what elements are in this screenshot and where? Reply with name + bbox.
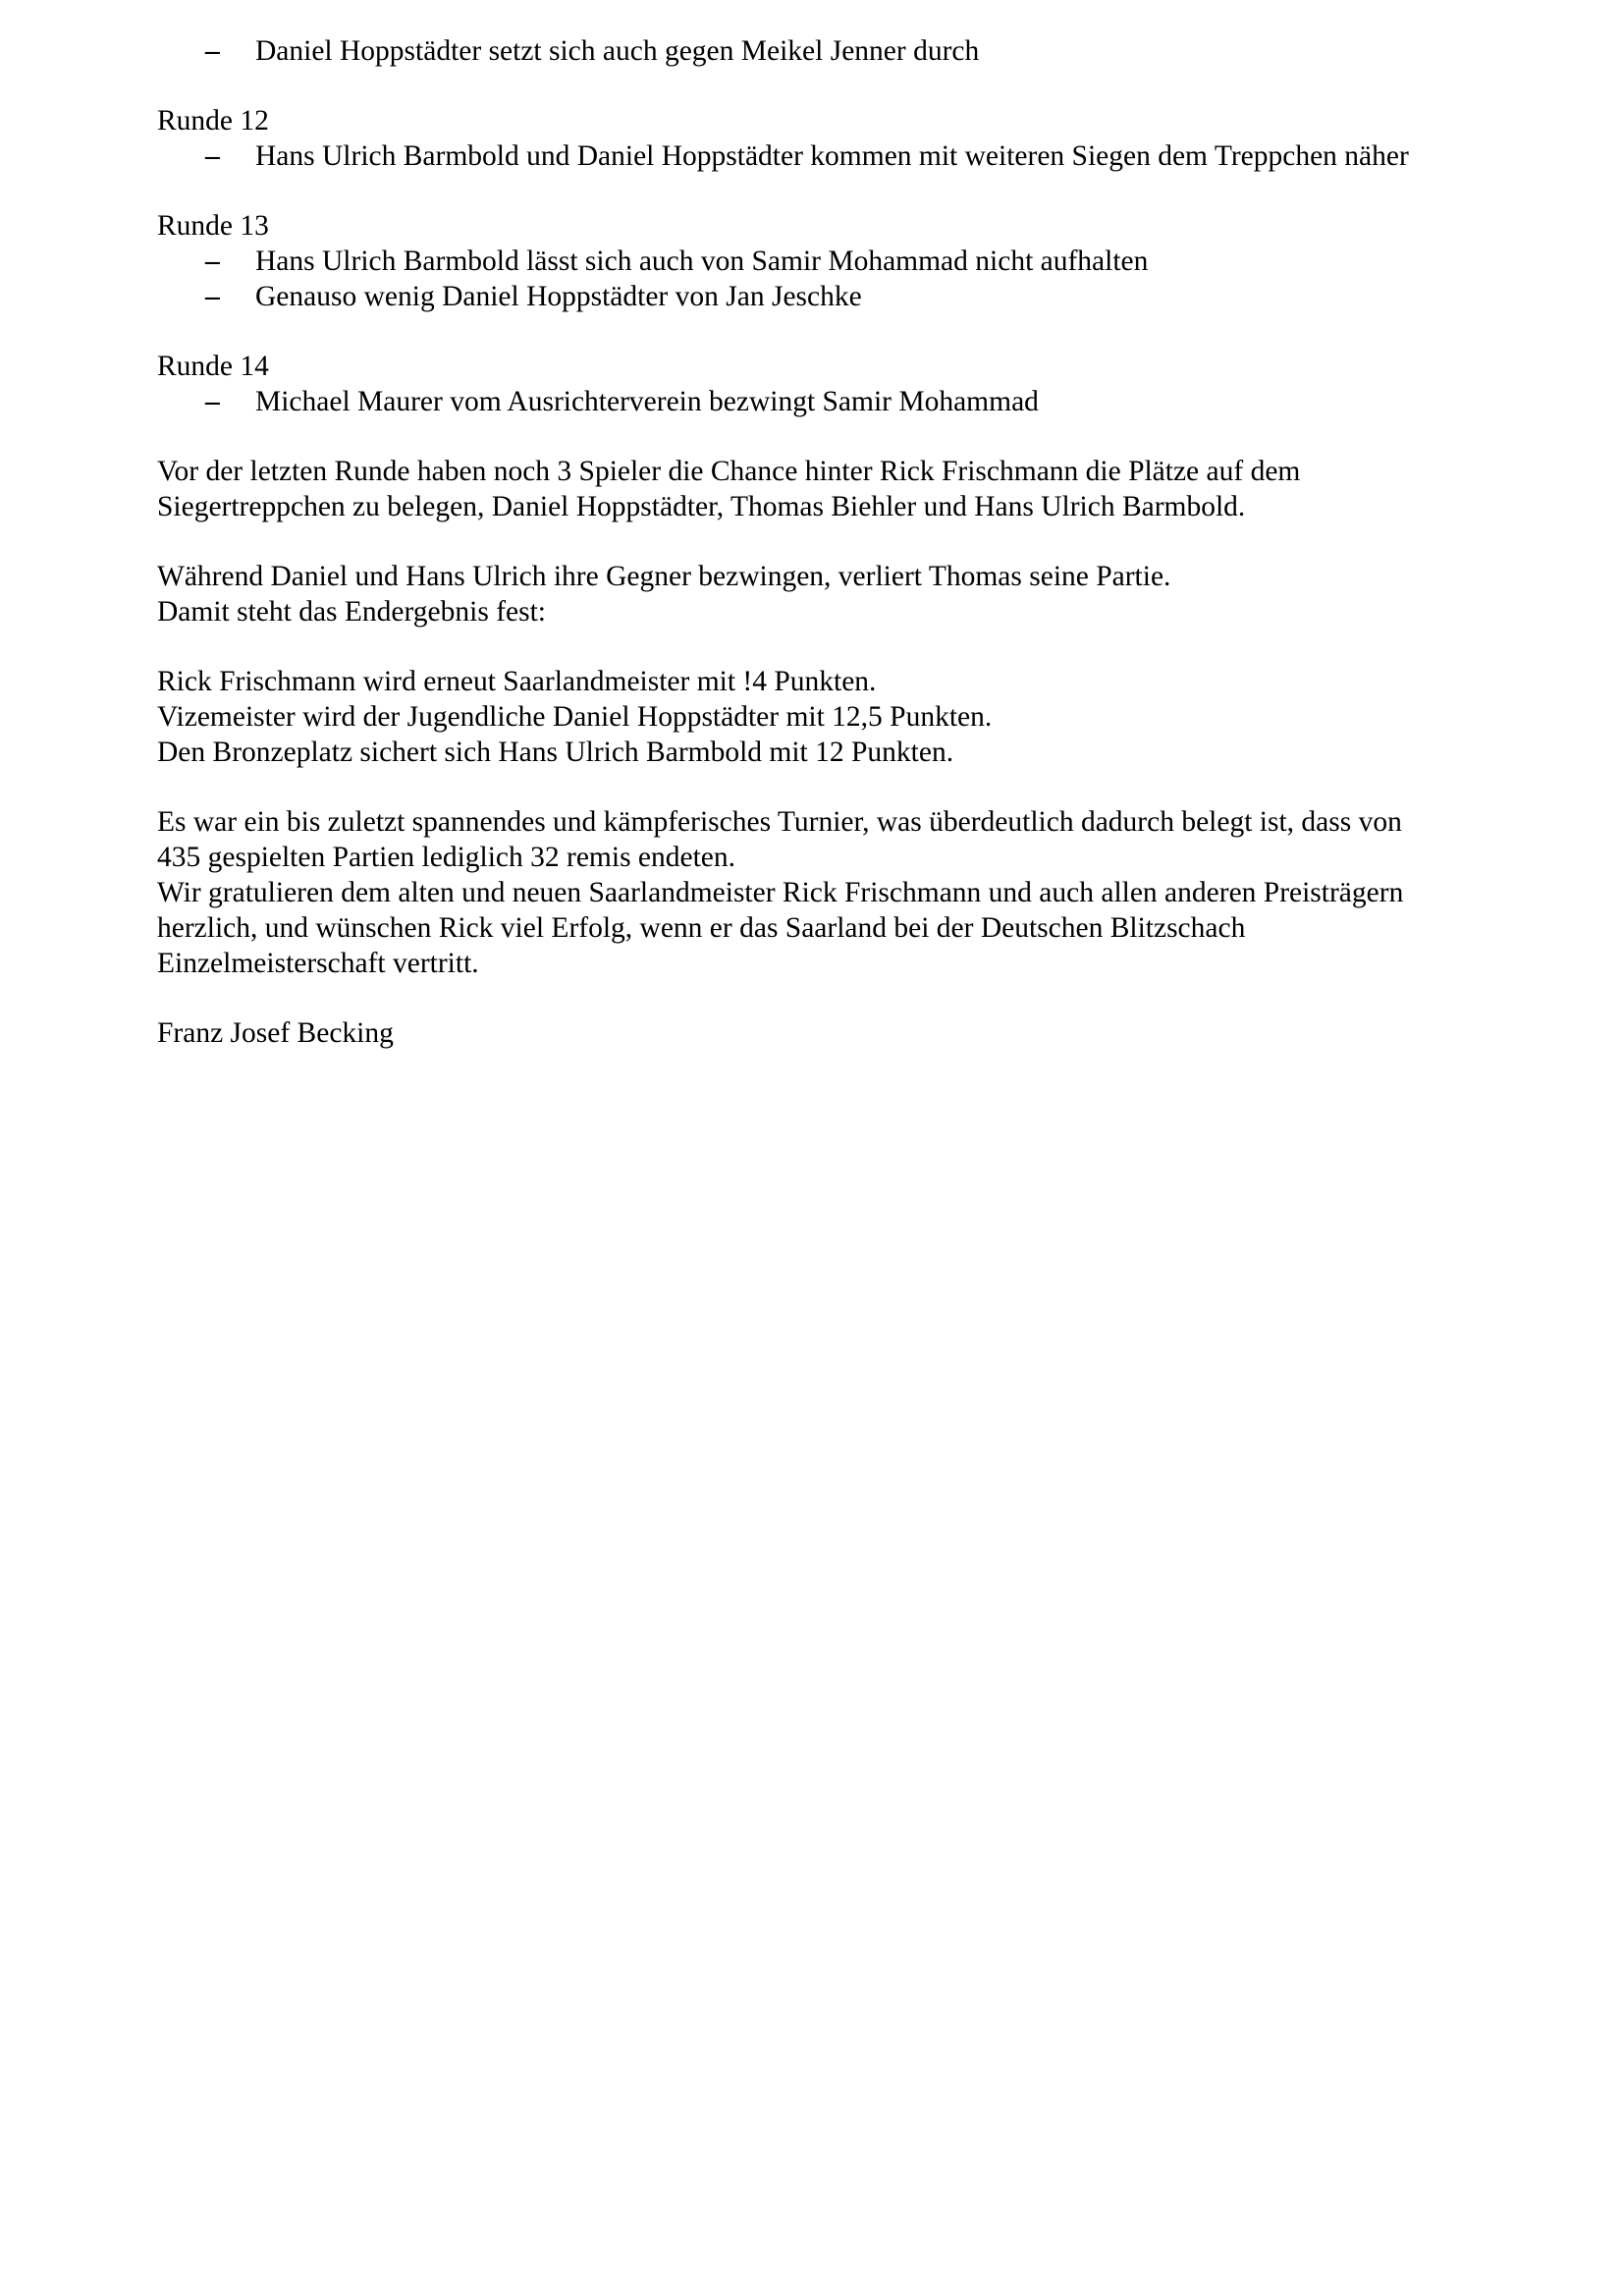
- paragraph-line: 435 gespielten Partien lediglich 32 remis endeten.: [157, 842, 736, 873]
- list-item-text: Genauso wenig Daniel Hoppstädter von Jan Jeschke: [255, 281, 862, 312]
- round-13-section: [157, 208, 1473, 314]
- result-runner-up: Vizemeister wird der Jugendliche Daniel Hoppstädter mit 12,5 Punkten.: [157, 701, 993, 733]
- paragraph-results: [157, 664, 1473, 770]
- list-item-text: Hans Ulrich Barmbold und Daniel Hoppstädter kommen mit weiteren Siegen dem Treppchen näher: [255, 140, 1409, 172]
- list-item-text: Hans Ulrich Barmbold lässt sich auch von Samir Mohammad nicht aufhalten: [255, 246, 1149, 277]
- round-14-heading: Runde 14: [157, 351, 269, 382]
- result-champion: Rick Frischmann wird erneut Saarlandmeister mit !4 Punkten.: [157, 666, 877, 697]
- paragraph-line: Damit steht das Endergebnis fest:: [157, 596, 546, 628]
- round-12-list: [157, 138, 1473, 174]
- paragraph-line: Es war ein bis zuletzt spannendes und kämpferisches Turnier, was überdeutlich dadurch belegt ist, dass von: [157, 806, 1402, 838]
- list-item: [157, 244, 1473, 279]
- result-bronze: Den Bronzeplatz sichert sich Hans Ulrich Barmbold mit 12 Punkten.: [157, 737, 954, 768]
- paragraph-line: Siegertreppchen zu belegen, Daniel Hoppstädter, Thomas Biehler und Hans Ulrich Barmbold.: [157, 491, 1246, 522]
- round-13-list: [157, 244, 1473, 314]
- document-page: [157, 33, 1473, 1051]
- list-item-text: Michael Maurer vom Ausrichterverein bezwingt Samir Mohammad: [255, 386, 1039, 417]
- round-12-section: [157, 103, 1473, 174]
- list-item: [157, 33, 1473, 69]
- list-item: [157, 279, 1473, 314]
- round-12-heading: Runde 12: [157, 105, 269, 137]
- round-14-list: [157, 384, 1473, 419]
- dash-bullet-icon: –: [205, 246, 220, 277]
- dash-bullet-icon: –: [205, 140, 220, 172]
- list-item: [157, 384, 1473, 419]
- author-signature: Franz Josef Becking: [157, 1017, 394, 1049]
- paragraph-final-round: [157, 559, 1473, 629]
- paragraph-line: Einzelmeisterschaft vertritt.: [157, 948, 479, 979]
- paragraph-line: herzlich, und wünschen Rick viel Erfolg, wenn er das Saarland bei der Deutschen Blitzschach: [157, 912, 1246, 944]
- paragraph-closing: [157, 804, 1473, 981]
- list-item-text: Daniel Hoppstädter setzt sich auch gegen Meikel Jenner durch: [255, 35, 980, 67]
- round-13-heading: Runde 13: [157, 210, 269, 242]
- paragraph-line: Vor der letzten Runde haben noch 3 Spieler die Chance hinter Rick Frischmann die Plätze auf dem: [157, 456, 1301, 487]
- list-item: [157, 138, 1473, 174]
- dash-bullet-icon: –: [205, 386, 220, 417]
- paragraph-line: Während Daniel und Hans Ulrich ihre Gegner bezwingen, verliert Thomas seine Partie.: [157, 561, 1171, 592]
- dash-bullet-icon: –: [205, 281, 220, 312]
- paragraph-line: Wir gratulieren dem alten und neuen Saarlandmeister Rick Frischmann und auch allen anderen Preisträgern: [157, 877, 1404, 908]
- intro-bullet-list: [157, 33, 1473, 69]
- dash-bullet-icon: –: [205, 35, 220, 67]
- round-14-section: [157, 349, 1473, 419]
- paragraph-last-round: [157, 454, 1473, 524]
